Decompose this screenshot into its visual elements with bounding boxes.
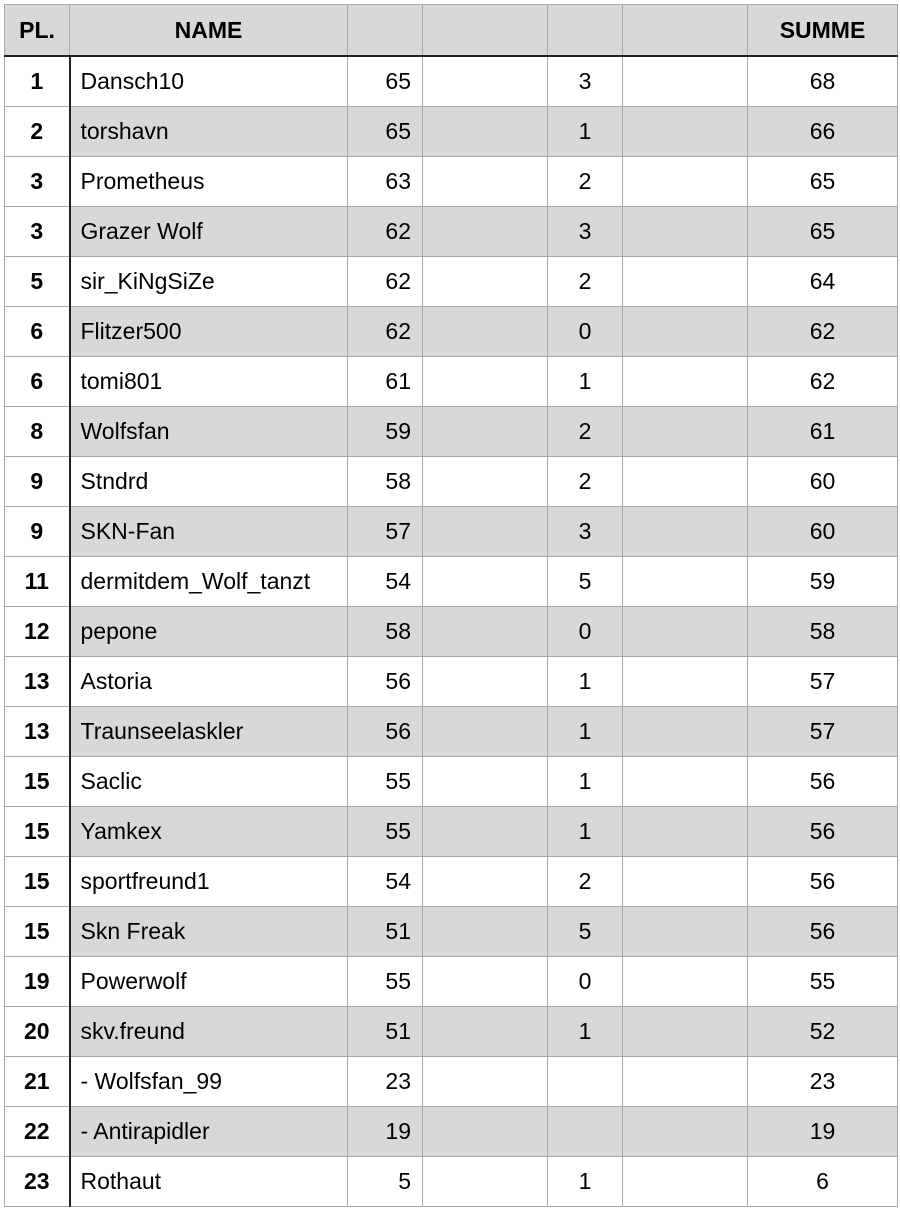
place-cell: 19	[5, 957, 70, 1007]
points-cell: 56	[348, 707, 423, 757]
name-cell: Saclic	[70, 757, 348, 807]
points-cell: 56	[348, 657, 423, 707]
empty-cell	[423, 307, 548, 357]
sum-cell: 55	[748, 957, 898, 1007]
points-cell: 58	[348, 457, 423, 507]
points-cell: 51	[348, 1007, 423, 1057]
empty-cell	[423, 857, 548, 907]
header-col5	[548, 5, 623, 57]
sum-cell: 65	[748, 157, 898, 207]
table-row	[5, 607, 898, 657]
bonus-cell: 2	[548, 407, 623, 457]
table-row	[5, 857, 898, 907]
place-cell: 3	[5, 157, 70, 207]
empty-cell	[623, 707, 748, 757]
header-sum: SUMME	[748, 5, 898, 57]
bonus-cell	[548, 1107, 623, 1157]
points-cell: 55	[348, 757, 423, 807]
empty-cell	[623, 1107, 748, 1157]
sum-cell: 56	[748, 757, 898, 807]
empty-cell	[623, 207, 748, 257]
sum-cell: 68	[748, 56, 898, 107]
empty-cell	[423, 457, 548, 507]
header-col6	[623, 5, 748, 57]
empty-cell	[423, 707, 548, 757]
empty-cell	[423, 557, 548, 607]
name-cell: dermitdem_Wolf_tanzt	[70, 557, 348, 607]
table-row	[5, 1007, 898, 1057]
place-cell: 15	[5, 857, 70, 907]
points-cell: 19	[348, 1107, 423, 1157]
header-name: NAME	[70, 5, 348, 57]
points-cell: 61	[348, 357, 423, 407]
points-cell: 55	[348, 807, 423, 857]
empty-cell	[623, 907, 748, 957]
sum-cell: 52	[748, 1007, 898, 1057]
place-cell: 9	[5, 457, 70, 507]
empty-cell	[623, 607, 748, 657]
points-cell: 59	[348, 407, 423, 457]
name-cell: Wolfsfan	[70, 407, 348, 457]
bonus-cell: 1	[548, 1157, 623, 1207]
table-row	[5, 1107, 898, 1157]
bonus-cell: 1	[548, 357, 623, 407]
bonus-cell: 3	[548, 507, 623, 557]
empty-cell	[623, 957, 748, 1007]
sum-cell: 61	[748, 407, 898, 457]
empty-cell	[623, 1157, 748, 1207]
empty-cell	[423, 207, 548, 257]
place-cell: 20	[5, 1007, 70, 1057]
points-cell: 54	[348, 857, 423, 907]
points-cell: 51	[348, 907, 423, 957]
empty-cell	[423, 407, 548, 457]
empty-cell	[423, 807, 548, 857]
empty-cell	[623, 307, 748, 357]
name-cell: skv.freund	[70, 1007, 348, 1057]
table-row	[5, 307, 898, 357]
empty-cell	[423, 657, 548, 707]
sum-cell: 6	[748, 1157, 898, 1207]
empty-cell	[423, 1057, 548, 1107]
table-row	[5, 507, 898, 557]
name-cell: sir_KiNgSiZe	[70, 257, 348, 307]
bonus-cell: 2	[548, 857, 623, 907]
sum-cell: 58	[748, 607, 898, 657]
table-header-row	[5, 5, 898, 57]
place-cell: 23	[5, 1157, 70, 1207]
sum-cell: 23	[748, 1057, 898, 1107]
points-cell: 5	[348, 1157, 423, 1207]
bonus-cell: 1	[548, 657, 623, 707]
table-row	[5, 207, 898, 257]
table-row	[5, 657, 898, 707]
empty-cell	[423, 157, 548, 207]
empty-cell	[423, 357, 548, 407]
empty-cell	[623, 1007, 748, 1057]
empty-cell	[623, 1057, 748, 1107]
points-cell: 57	[348, 507, 423, 557]
empty-cell	[623, 56, 748, 107]
bonus-cell	[548, 1057, 623, 1107]
name-cell: Traunseelaskler	[70, 707, 348, 757]
name-cell: sportfreund1	[70, 857, 348, 907]
place-cell: 22	[5, 1107, 70, 1157]
empty-cell	[423, 607, 548, 657]
name-cell: Astoria	[70, 657, 348, 707]
place-cell: 21	[5, 1057, 70, 1107]
sum-cell: 56	[748, 857, 898, 907]
table-row	[5, 357, 898, 407]
points-cell: 62	[348, 207, 423, 257]
place-cell: 13	[5, 707, 70, 757]
sum-cell: 56	[748, 907, 898, 957]
sum-cell: 62	[748, 357, 898, 407]
bonus-cell: 3	[548, 207, 623, 257]
sum-cell: 62	[748, 307, 898, 357]
name-cell: pepone	[70, 607, 348, 657]
place-cell: 8	[5, 407, 70, 457]
sum-cell: 64	[748, 257, 898, 307]
header-col4	[423, 5, 548, 57]
empty-cell	[623, 857, 748, 907]
place-cell: 2	[5, 107, 70, 157]
bonus-cell: 1	[548, 1007, 623, 1057]
table-row	[5, 557, 898, 607]
bonus-cell: 3	[548, 56, 623, 107]
empty-cell	[423, 907, 548, 957]
table-body	[5, 56, 898, 1207]
points-cell: 58	[348, 607, 423, 657]
bonus-cell: 5	[548, 907, 623, 957]
name-cell: Skn Freak	[70, 907, 348, 957]
name-cell: Prometheus	[70, 157, 348, 207]
empty-cell	[623, 157, 748, 207]
table-row	[5, 457, 898, 507]
empty-cell	[623, 257, 748, 307]
empty-cell	[423, 257, 548, 307]
sum-cell: 66	[748, 107, 898, 157]
points-cell: 23	[348, 1057, 423, 1107]
name-cell: torshavn	[70, 107, 348, 157]
place-cell: 15	[5, 757, 70, 807]
empty-cell	[423, 1107, 548, 1157]
table-row	[5, 757, 898, 807]
place-cell: 9	[5, 507, 70, 557]
table-row	[5, 907, 898, 957]
table-row	[5, 407, 898, 457]
table-row	[5, 807, 898, 857]
empty-cell	[623, 457, 748, 507]
name-cell: Yamkex	[70, 807, 348, 857]
place-cell: 5	[5, 257, 70, 307]
name-cell: Stndrd	[70, 457, 348, 507]
name-cell: tomi801	[70, 357, 348, 407]
place-cell: 6	[5, 357, 70, 407]
points-cell: 63	[348, 157, 423, 207]
bonus-cell: 1	[548, 707, 623, 757]
place-cell: 12	[5, 607, 70, 657]
bonus-cell: 2	[548, 457, 623, 507]
place-cell: 3	[5, 207, 70, 257]
empty-cell	[423, 507, 548, 557]
empty-cell	[623, 757, 748, 807]
points-cell: 54	[348, 557, 423, 607]
table-row	[5, 56, 898, 107]
name-cell: SKN-Fan	[70, 507, 348, 557]
points-cell: 65	[348, 56, 423, 107]
header-place: PL.	[5, 5, 70, 57]
empty-cell	[423, 1007, 548, 1057]
table-row	[5, 107, 898, 157]
sum-cell: 60	[748, 507, 898, 557]
empty-cell	[623, 107, 748, 157]
empty-cell	[623, 657, 748, 707]
name-cell: - Antirapidler	[70, 1107, 348, 1157]
empty-cell	[623, 357, 748, 407]
sum-cell: 65	[748, 207, 898, 257]
points-cell: 55	[348, 957, 423, 1007]
points-cell: 65	[348, 107, 423, 157]
bonus-cell: 1	[548, 757, 623, 807]
name-cell: Flitzer500	[70, 307, 348, 357]
sum-cell: 57	[748, 657, 898, 707]
table-row	[5, 157, 898, 207]
empty-cell	[423, 757, 548, 807]
sum-cell: 56	[748, 807, 898, 857]
table-row	[5, 957, 898, 1007]
points-cell: 62	[348, 307, 423, 357]
place-cell: 13	[5, 657, 70, 707]
empty-cell	[423, 1157, 548, 1207]
bonus-cell: 0	[548, 957, 623, 1007]
table-row	[5, 257, 898, 307]
place-cell: 15	[5, 807, 70, 857]
points-cell: 62	[348, 257, 423, 307]
bonus-cell: 1	[548, 107, 623, 157]
table-row	[5, 1057, 898, 1107]
ranking-table	[4, 4, 898, 1207]
name-cell: Grazer Wolf	[70, 207, 348, 257]
empty-cell	[623, 807, 748, 857]
name-cell: Powerwolf	[70, 957, 348, 1007]
sum-cell: 57	[748, 707, 898, 757]
empty-cell	[423, 107, 548, 157]
empty-cell	[623, 407, 748, 457]
bonus-cell: 1	[548, 807, 623, 857]
name-cell: Rothaut	[70, 1157, 348, 1207]
place-cell: 6	[5, 307, 70, 357]
bonus-cell: 5	[548, 557, 623, 607]
bonus-cell: 0	[548, 307, 623, 357]
place-cell: 11	[5, 557, 70, 607]
bonus-cell: 0	[548, 607, 623, 657]
empty-cell	[423, 56, 548, 107]
sum-cell: 60	[748, 457, 898, 507]
sum-cell: 59	[748, 557, 898, 607]
name-cell: - Wolfsfan_99	[70, 1057, 348, 1107]
empty-cell	[423, 957, 548, 1007]
bonus-cell: 2	[548, 157, 623, 207]
bonus-cell: 2	[548, 257, 623, 307]
table-row	[5, 707, 898, 757]
table-row	[5, 1157, 898, 1207]
empty-cell	[623, 507, 748, 557]
place-cell: 15	[5, 907, 70, 957]
sum-cell: 19	[748, 1107, 898, 1157]
name-cell: Dansch10	[70, 56, 348, 107]
place-cell: 1	[5, 56, 70, 107]
header-col3	[348, 5, 423, 57]
empty-cell	[623, 557, 748, 607]
